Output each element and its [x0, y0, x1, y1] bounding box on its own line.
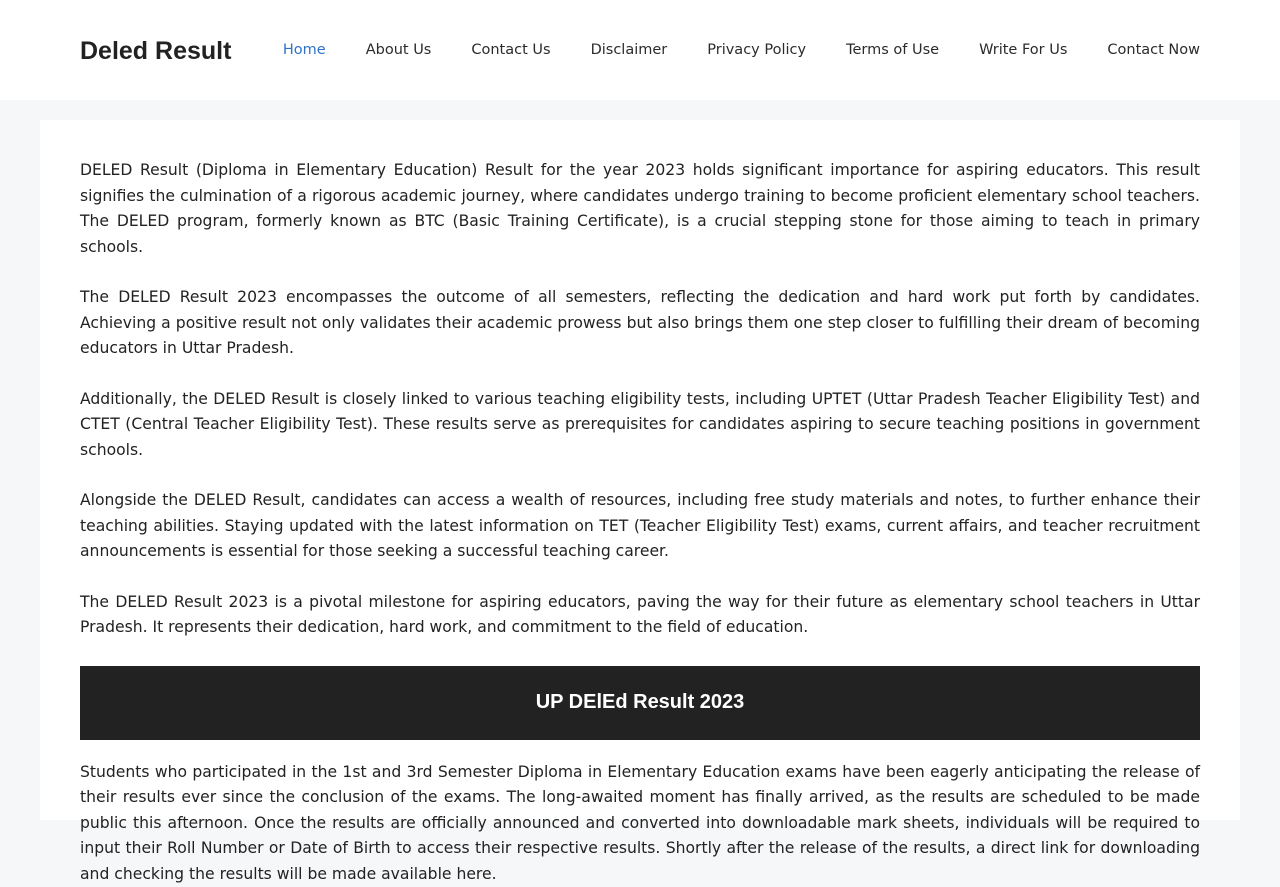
section-banner-heading: UP DElEd Result 2023 — [80, 666, 1200, 740]
nav-contact-us[interactable]: Contact Us — [471, 43, 550, 58]
nav-disclaimer[interactable]: Disclaimer — [591, 43, 668, 58]
site-header — [0, 0, 1280, 100]
nav-contact-now[interactable]: Contact Now — [1107, 43, 1200, 58]
article-paragraph: Alongside the DELED Result, candidates can access a wealth of resources, including free study materials and notes, to further enhance their teaching abilities. Staying updated with the latest information on TET (Teacher Eligibility Test) exams, current affairs, and teacher recruitment announcements is essential for those seeking a successful teaching career. — [80, 488, 1200, 565]
site-logo[interactable]: Deled Result — [80, 37, 231, 66]
article-paragraph: Additionally, the DELED Result is closely linked to various teaching eligibility tests, including UPTET (Uttar Pradesh Teacher Eligibility Test) and CTET (Central Teacher Eligibility Test). These results serve as prerequisites for candidates aspiring to secure teaching positions in government schools. — [80, 387, 1200, 464]
article-content — [40, 120, 1240, 820]
main-nav — [283, 43, 1200, 58]
nav-home[interactable]: Home — [283, 43, 326, 58]
article-paragraph: The DELED Result 2023 is a pivotal milestone for aspiring educators, paving the way for their future as elementary school teachers in Uttar Pradesh. It represents their dedication, hard work, and commitment to the field of education. — [80, 590, 1200, 641]
article-paragraph: DELED Result (Diploma in Elementary Education) Result for the year 2023 holds significant importance for aspiring educators. This result signifies the culmination of a rigorous academic journey, where candidates undergo training to become proficient elementary school teachers. The DELED program, formerly known as BTC (Basic Training Certificate), is a crucial stepping stone for those aiming to teach in primary schools. — [80, 158, 1200, 260]
nav-write-for-us[interactable]: Write For Us — [979, 43, 1067, 58]
nav-privacy-policy[interactable]: Privacy Policy — [707, 43, 806, 58]
nav-terms-of-use[interactable]: Terms of Use — [846, 43, 939, 58]
article-paragraph: Students who participated in the 1st and 3rd Semester Diploma in Elementary Education exams have been eagerly anticipating the release of their results ever since the conclusion of the exams. The long-awaited moment has finally arrived, as the results are scheduled to be made public this afternoon. Once the results are officially announced and converted into downloadable mark sheets, individuals will be required to input their Roll Number or Date of Birth to access their respective results. Shortly after the release of the results, a direct link for downloading and checking the results will be made available here. — [80, 760, 1200, 887]
nav-about-us[interactable]: About Us — [366, 43, 432, 58]
article-paragraph: The DELED Result 2023 encompasses the outcome of all semesters, reflecting the dedication and hard work put forth by candidates. Achieving a positive result not only validates their academic prowess but also brings them one step closer to fulfilling their dream of becoming educators in Uttar Pradesh. — [80, 285, 1200, 362]
